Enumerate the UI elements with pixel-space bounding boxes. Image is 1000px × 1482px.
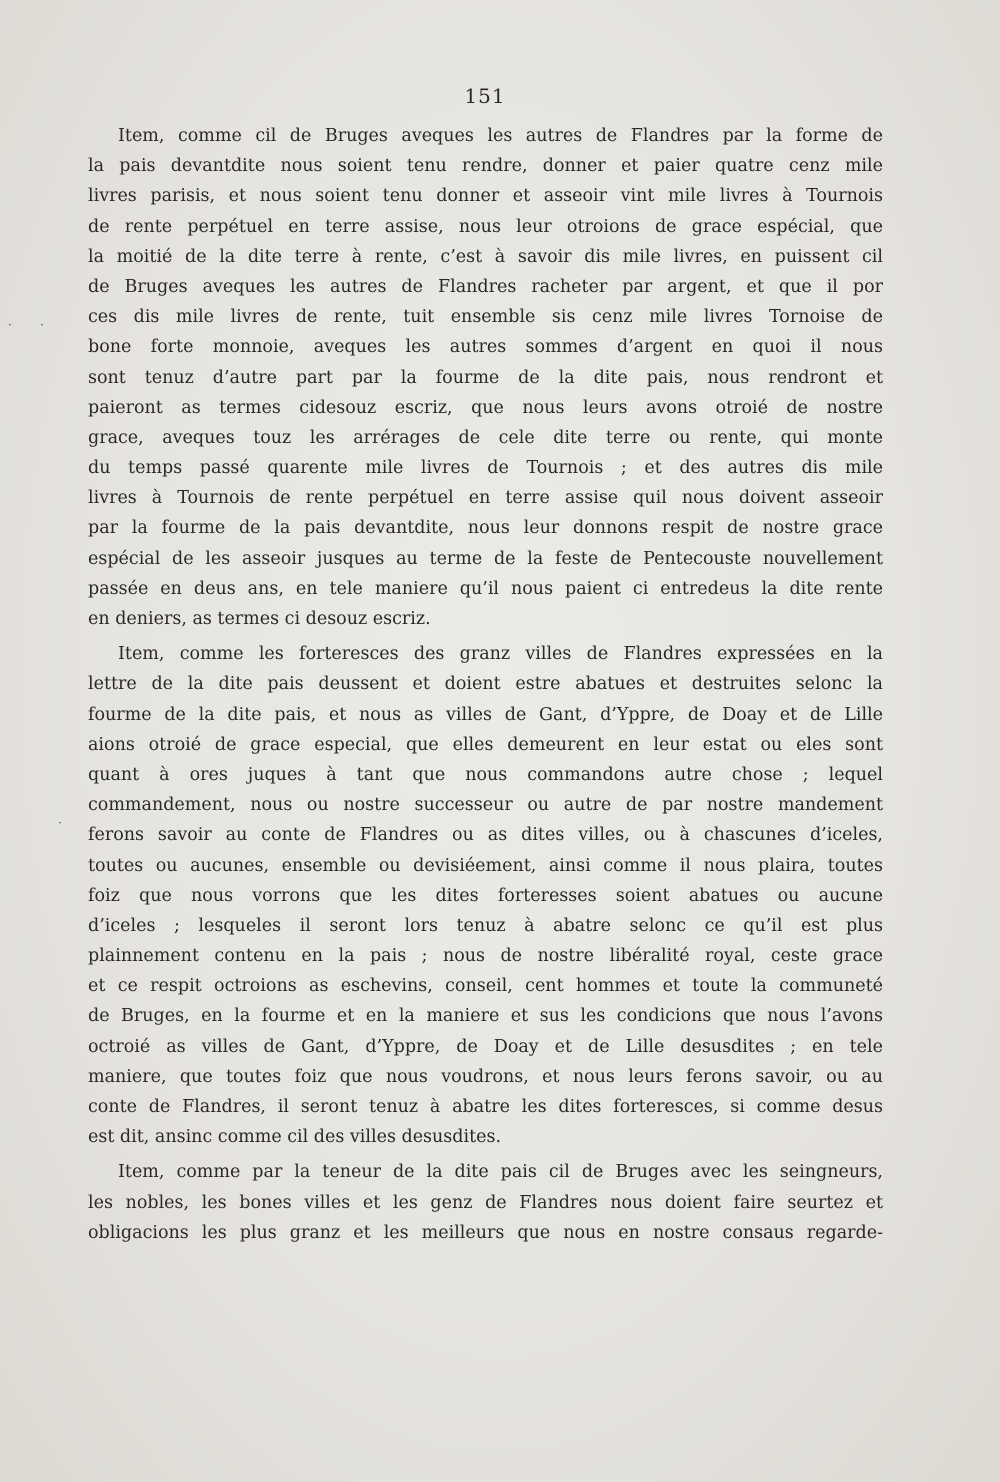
text-line: passée en deus ans, en tele maniere qu’il nous paient ci entredeus la dite rente xyxy=(88,578,883,599)
text-line: fourme de la dite pais, et nous as villes de Gant, d’Yppre, de Doay et de Lille xyxy=(88,704,883,725)
text-line: livres parisis, et nous soient tenu donner et asseoir vint mile livres à Tournois xyxy=(88,186,883,207)
text-line: est dit, ansinc comme cil des villes desusdites. xyxy=(88,1127,502,1148)
text-line: Item, comme cil de Bruges aveques les autres de Flandres par la forme de xyxy=(118,126,883,146)
text-line: obligacions les plus granz et les meilleurs que nous en nostre consaus regarde- xyxy=(88,1222,883,1243)
text-line: plainnement contenu en la pais ; nous de nostre libéralité royal, ceste grace xyxy=(88,946,883,967)
text-line: de Bruges, en la fourme et en la maniere et sus les condicions que nous l’avons xyxy=(88,1006,883,1027)
margin-dot: · xyxy=(58,816,62,830)
paragraph-3 xyxy=(88,1157,883,1248)
text-line: bone forte monnoie, aveques les autres sommes d’argent en quoi il nous xyxy=(88,337,883,358)
text-line: du temps passé quarente mile livres de Tournois ; et des autres dis mile xyxy=(88,458,883,479)
text-line: ferons savoir au conte de Flandres ou as dites villes, ou à chascunes d’iceles, xyxy=(88,825,883,846)
margin-dot: · xyxy=(8,318,12,332)
text-line: octroié as villes de Gant, d’Yppre, de Doay et de Lille desusdites ; en tele xyxy=(88,1036,883,1057)
text-line: la pais devantdite nous soient tenu rendre, donner et paier quatre cenz mile xyxy=(88,156,883,177)
text-line: maniere, que toutes foiz que nous voudrons, et nous leurs ferons savoir, ou au xyxy=(88,1066,883,1087)
text-line: les nobles, les bones villes et les genz de Flandres nous doient faire seurtez et xyxy=(88,1192,883,1213)
paragraph-2 xyxy=(88,639,883,1152)
text-line: sont tenuz d’autre part par la fourme de la dite pais, nous rendront et xyxy=(88,367,883,388)
text-line: de rente perpétuel en terre assise, nous leur otroions de grace espécial, que xyxy=(88,216,883,237)
text-line: la moitié de la dite terre à rente, c’est à savoir dis mile livres, en puissent cil xyxy=(88,246,883,267)
text-line: d’iceles ; lesqueles il seront lors tenuz à abatre selonc ce qu’il est plus xyxy=(88,915,883,936)
body-text xyxy=(88,121,883,1253)
text-line: ces dis mile livres de rente, tuit ensemble sis cenz mile livres Tornoise de xyxy=(88,307,883,328)
text-line: grace, aveques touz les arrérages de cele dite terre ou rente, qui monte xyxy=(88,427,883,448)
text-line: conte de Flandres, il seront tenuz à abatre les dites forteresces, si comme desus xyxy=(88,1097,883,1117)
text-line: livres à Tournois de rente perpétuel en terre assise quil nous doivent asseoir xyxy=(88,488,883,509)
text-line: et ce respit octroions as eschevins, conseil, cent hommes et toute la communeté xyxy=(88,976,883,997)
text-line: espécial de les asseoir jusques au terme de la feste de Pentecouste nouvellement xyxy=(88,548,883,569)
text-line: Item, comme par la teneur de la dite pais cil de Bruges avec les seingneurs, xyxy=(118,1162,883,1183)
text-line: commandement, nous ou nostre successeur ou autre de par nostre mandement xyxy=(88,795,883,816)
text-line: toutes ou aucunes, ensemble ou devisiéement, ainsi comme il nous plaira, toutes xyxy=(88,855,883,876)
margin-dot: · xyxy=(40,318,44,332)
text-line: lettre de la dite pais deussent et doient estre abatues et destruites selonc la xyxy=(88,674,883,695)
text-line: quant à ores juques à tant que nous commandons autre chose ; lequel xyxy=(88,764,883,785)
text-line: Item, comme les forteresces des granz villes de Flandres expressées en la xyxy=(118,644,883,665)
paragraph-1 xyxy=(88,121,883,634)
page-number: 151 xyxy=(464,84,506,108)
text-line: aions otroié de grace especial, que elles demeurent en leur estat ou eles sont xyxy=(88,734,883,755)
text-line: de Bruges aveques les autres de Flandres racheter par argent, et que il por xyxy=(88,276,883,297)
text-line: par la fourme de la pais devantdite, nous leur donnons respit de nostre grace xyxy=(88,518,883,539)
text-line: en deniers, as termes ci desouz escriz. xyxy=(88,609,431,629)
text-line: paieront as termes cidesouz escriz, que nous leurs avons otroié de nostre xyxy=(88,397,883,418)
text-line: foiz que nous vorrons que les dites forteresses soient abatues ou aucune xyxy=(88,885,883,906)
